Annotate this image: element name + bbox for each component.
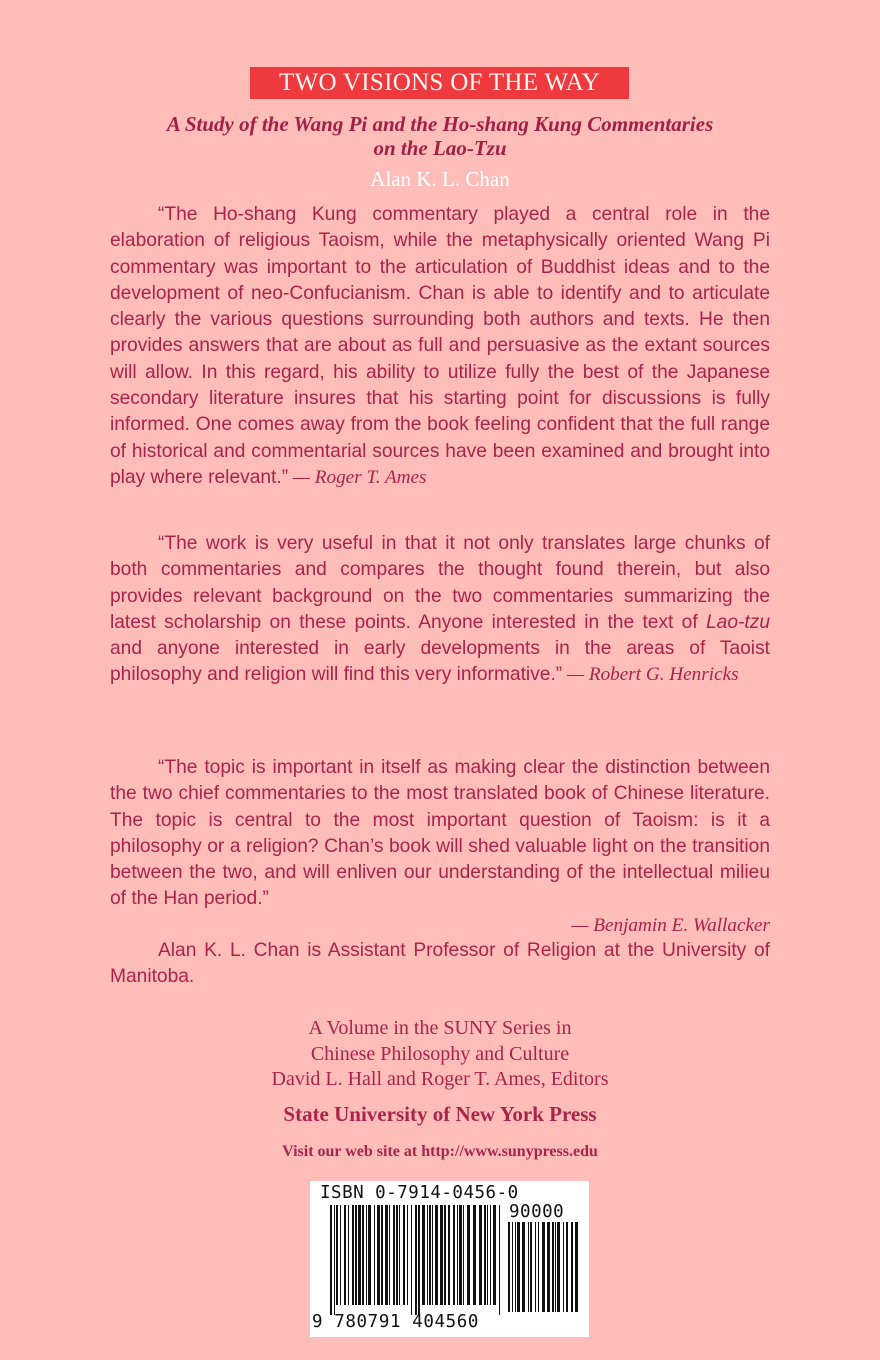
barcode-bar bbox=[432, 1205, 433, 1305]
barcode-bar bbox=[557, 1222, 560, 1312]
barcode-bar bbox=[389, 1205, 390, 1305]
quote-text: “The work is very useful in that it not only translates large chunks of both commentaries and compares the thought found therein, but also provides relevant background on the two commentaries summarizing the latest scholarship on these points. Anyone interested in the text of bbox=[110, 533, 770, 633]
barcode-bar bbox=[407, 1205, 408, 1305]
barcode-bar bbox=[571, 1222, 573, 1312]
barcode-bar bbox=[563, 1222, 564, 1312]
barcode-bar bbox=[415, 1205, 417, 1315]
series-line-1: A Volume in the SUNY Series in bbox=[308, 1017, 572, 1039]
barcode-bar bbox=[399, 1205, 400, 1305]
barcode-bar bbox=[330, 1205, 332, 1315]
review-quote-henricks bbox=[110, 531, 770, 689]
subtitle-line-2: on the Lao-Tzu bbox=[373, 136, 507, 160]
barcode-bar bbox=[538, 1222, 539, 1312]
barcode-bar bbox=[393, 1205, 395, 1305]
barcode-bar bbox=[508, 1222, 510, 1312]
barcode-bar bbox=[555, 1222, 556, 1312]
barcode-bar bbox=[403, 1205, 405, 1305]
barcode-bar bbox=[490, 1205, 491, 1305]
barcode-bar bbox=[348, 1205, 349, 1305]
quote-attribution: — Benjamin E. Wallacker bbox=[571, 914, 770, 936]
quote-text-end: and anyone interested in early developments in the areas of Taoist philosophy and religion will find this very informative.” bbox=[110, 638, 770, 686]
addon-barcode-bars bbox=[508, 1222, 580, 1312]
review-quote-wallacker bbox=[110, 755, 770, 939]
author-bio bbox=[110, 938, 770, 991]
price-code: 90000 bbox=[509, 1202, 565, 1222]
barcode-bar bbox=[530, 1222, 532, 1312]
barcode-bar bbox=[381, 1205, 383, 1305]
barcode-bar bbox=[517, 1222, 520, 1312]
barcode-bar bbox=[366, 1205, 367, 1305]
publisher-website: Visit our web site at http://www.sunypress.edu bbox=[282, 1143, 598, 1160]
barcode-bar bbox=[358, 1205, 361, 1305]
quote-italic-title: Lao-tzu bbox=[706, 611, 770, 633]
book-subtitle bbox=[90, 112, 790, 160]
barcode-bar bbox=[473, 1205, 476, 1305]
barcode-bar bbox=[355, 1205, 357, 1305]
barcode-bar bbox=[334, 1205, 335, 1315]
author-bio-text: Alan K. L. Chan is Assistant Professor of Religion at the University of Manitoba. bbox=[110, 940, 770, 988]
barcode-bar bbox=[463, 1205, 464, 1305]
quote-attribution: — Roger T. Ames bbox=[288, 466, 427, 488]
series-info bbox=[190, 1016, 690, 1093]
barcode-bar bbox=[453, 1205, 455, 1305]
barcode-bar bbox=[396, 1205, 398, 1305]
subtitle-line-1: A Study of the Wang Pi and the Ho-shang Kung Commentaries bbox=[166, 112, 714, 136]
barcode-bar bbox=[440, 1205, 443, 1305]
barcode-bar bbox=[368, 1205, 371, 1305]
barcode-bar bbox=[528, 1222, 529, 1312]
barcode-bar bbox=[552, 1222, 554, 1312]
review-quote-ames bbox=[110, 202, 770, 491]
barcode-bar bbox=[448, 1205, 450, 1305]
barcode-bar bbox=[352, 1205, 354, 1305]
barcode-bar bbox=[493, 1205, 496, 1305]
title-banner bbox=[250, 67, 629, 99]
barcode-bar bbox=[487, 1205, 488, 1305]
quote-text: “The Ho-shang Kung commentary played a central role in the elaboration of religious Taoism, while the metaphysically oriented Wang Pi commentary was important to the articulation of Buddhist ideas and to the development of neo-Confucianism. Chan is able to identify and to articulate clearly the various questions surrounding both authors and texts. He then provides answers that are about as full and persuasive as the extant sources will allow. In this regard, his ability to utilize fully the best of the Japanese secondary literature insures that his starting point for discussions is fully informed. One comes away from the book feeling confident that the full range of historical and commentarial sources have been examined and brought into play where relevant.” bbox=[110, 204, 770, 488]
barcode-bar bbox=[422, 1205, 425, 1305]
barcode-bar bbox=[362, 1205, 364, 1305]
barcode-bar bbox=[566, 1222, 568, 1312]
quote-text: “The topic is important in itself as making clear the distinction between the two chief commentaries to the most translated book of Chinese literature. The topic is central to the most important question of Taoism: is it a philosophy or a religion? Chan’s book will shed valuable light on the transition between the two, and will enliven our understanding of the intellectual milieu of the Han period.” bbox=[110, 757, 770, 910]
isbn-number: ISBN 0-7914-0456-0 bbox=[320, 1183, 519, 1203]
barcode-bar bbox=[547, 1222, 550, 1312]
barcode-bar bbox=[522, 1222, 525, 1312]
barcode-bar bbox=[385, 1205, 388, 1305]
barcode-bar bbox=[512, 1222, 513, 1312]
ean-digits: 9 780791 404560 bbox=[312, 1312, 480, 1332]
barcode-bar bbox=[336, 1205, 338, 1305]
isbn-barcode bbox=[310, 1181, 589, 1337]
barcode-bar bbox=[429, 1205, 431, 1305]
barcode-bar bbox=[411, 1205, 412, 1315]
barcode-bar bbox=[499, 1205, 500, 1315]
barcode-bar bbox=[484, 1205, 486, 1305]
publisher-name: State University of New York Press bbox=[283, 1102, 597, 1126]
barcode-bar bbox=[344, 1205, 346, 1305]
barcode-bar bbox=[377, 1205, 380, 1305]
book-title: TWO VISIONS OF THE WAY bbox=[279, 69, 600, 96]
barcode-bar bbox=[340, 1205, 341, 1305]
barcode-bar bbox=[459, 1205, 462, 1305]
barcode-bar bbox=[374, 1205, 375, 1305]
quote-attribution: — Robert G. Henricks bbox=[562, 664, 739, 686]
barcode-bar bbox=[575, 1222, 578, 1312]
barcode-bar bbox=[479, 1205, 482, 1305]
barcode-bar bbox=[427, 1205, 428, 1305]
series-line-3: David L. Hall and Roger T. Ames, Editors bbox=[271, 1068, 609, 1090]
barcode-bar bbox=[535, 1222, 536, 1312]
barcode-bar bbox=[418, 1205, 420, 1315]
barcode-bar bbox=[542, 1222, 545, 1312]
barcode-bar bbox=[457, 1205, 458, 1305]
barcode-bar bbox=[444, 1205, 446, 1305]
series-line-2: Chinese Philosophy and Culture bbox=[310, 1042, 570, 1065]
author-name: Alan K. L. Chan bbox=[370, 167, 510, 191]
ean-barcode-bars bbox=[330, 1205, 500, 1315]
barcode-bar bbox=[515, 1222, 516, 1312]
barcode-bar bbox=[435, 1205, 438, 1305]
barcode-bar bbox=[467, 1205, 470, 1305]
